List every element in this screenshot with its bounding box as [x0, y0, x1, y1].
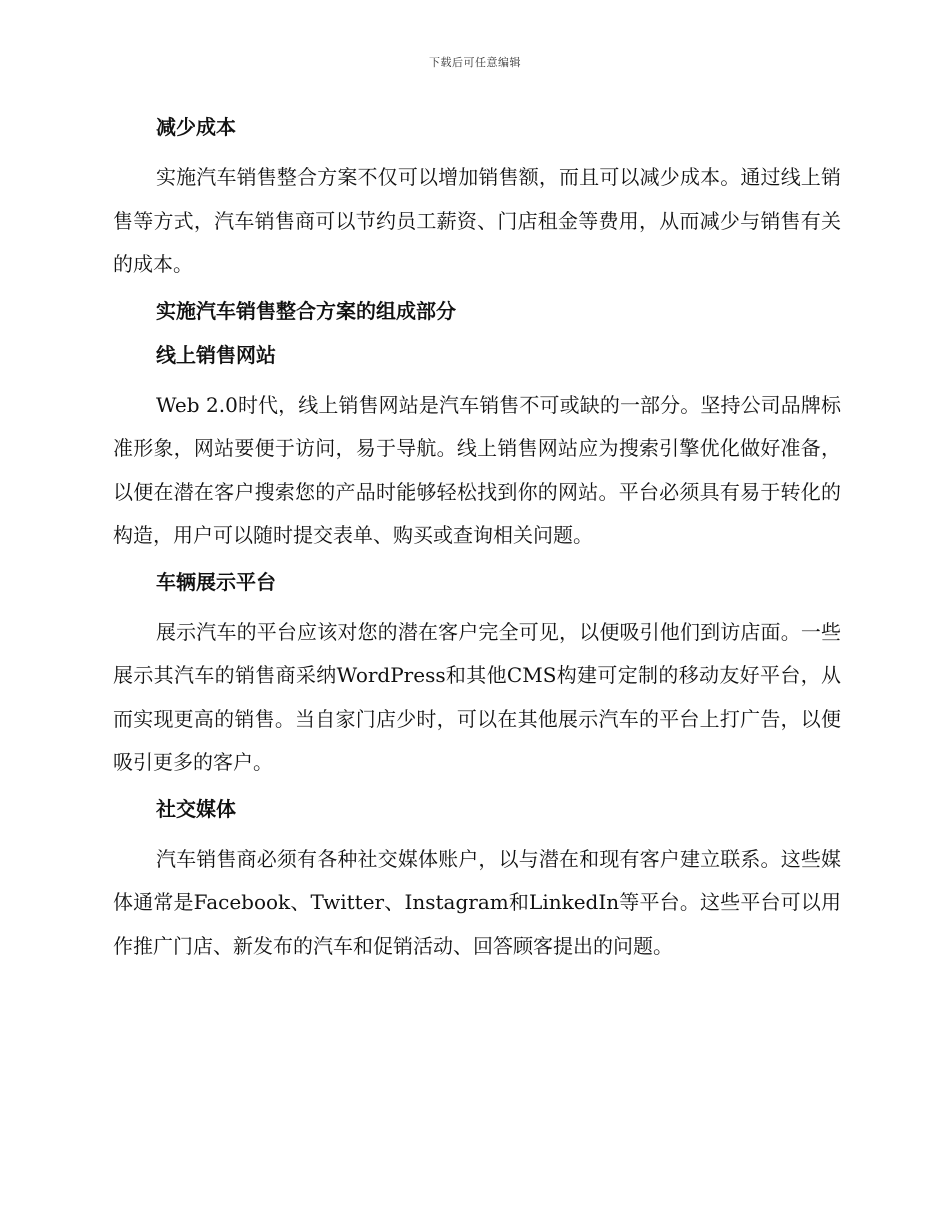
section-heading-showcase-platform: 车辆展示平台: [156, 569, 276, 594]
paragraph-reduce-cost: 实施汽车销售整合方案不仅可以增加销售额，而且可以减少成本。通过线上销售等方式，汽车销售商可以节约员工薪资、门店租金等费用，从而减少与销售有关的成本。: [113, 165, 841, 276]
paragraph-online-site: Web 2.0时代，线上销售网站是汽车销售不可或缺的一部分。坚持公司品牌标准形象，网站要便于访问，易于导航。线上销售网站应为搜索引擎优化做好准备，以便在潜在客户搜索您的产品时能够轻松找到你的网站。平台必须具有易于转化的构造，用户可以随时提交表单、购买或查询相关问题。: [113, 392, 841, 547]
section-heading-components: 实施汽车销售整合方案的组成部分: [156, 298, 456, 323]
paragraph-social-media: 汽车销售商必须有各种社交媒体账户，以与潜在和现有客户建立联系。这些媒体通常是Facebook、Twitter、Instagram和LinkedIn等平台。这些平台可以用作推广门店、新发布的汽车和促销活动、回答顾客提出的问题。: [113, 846, 841, 958]
section-heading-reduce-cost: 减少成本: [156, 115, 236, 139]
page-header: 下载后可任意编辑: [429, 56, 521, 69]
document-body: [113, 112, 841, 977]
paragraph-showcase-platform: 展示汽车的平台应该对您的潜在客户完全可见，以便吸引他们到访店面。一些展示其汽车的销售商采纳WordPress和其他CMS构建可定制的移动友好平台，从而实现更高的销售。当自家门店少时，可以在其他展示汽车的平台上打广告，以便吸引更多的客户。: [113, 619, 841, 774]
section-heading-social-media: 社交媒体: [156, 796, 236, 821]
section-heading-online-site: 线上销售网站: [156, 342, 276, 367]
